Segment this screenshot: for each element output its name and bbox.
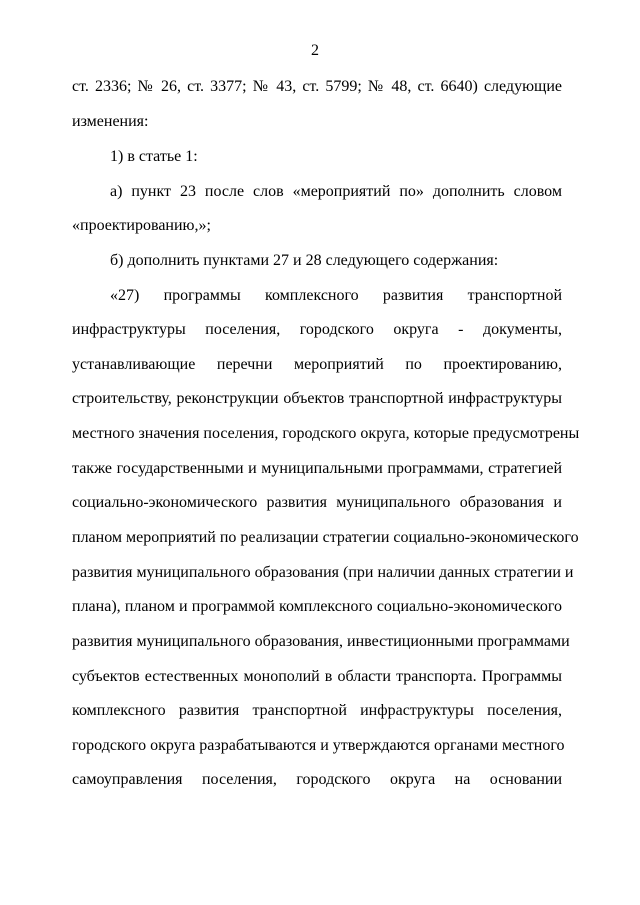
text-line-7: «27) программы комплексного развития транспортной [110, 287, 562, 304]
text-line-10: строительству, реконструкции объектов транспортной инфраструктуры [72, 390, 562, 407]
text-line-3: 1) в статье 1: [110, 148, 198, 165]
text-line-11: местного значения поселения, городского округа, которые предусмотрены [72, 425, 580, 442]
text-line-19: комплексного развития транспортной инфраструктуры поселения, [72, 702, 562, 719]
text-line-6: б) дополнить пунктами 27 и 28 следующего содержания: [110, 252, 499, 269]
text-line-13: социально-экономического развития муниципального образования и [72, 494, 562, 511]
text-line-15: развития муниципального образования (при наличии данных стратегии и [72, 564, 574, 581]
text-line-12: также государственными и муниципальными программами, стратегией [72, 460, 562, 477]
text-line-17: развития муниципального образования, инвестиционными программами [72, 633, 570, 650]
text-line-21: самоуправления поселения, городского округа на основании [72, 771, 562, 788]
text-line-8: инфраструктуры поселения, городского округа - документы, [72, 321, 562, 338]
text-line-1: ст. 2336; № 26, ст. 3377; № 43, ст. 5799; № 48, ст. 6640) следующие [72, 78, 562, 95]
text-line-14: планом мероприятий по реализации стратегии социально-экономического [72, 529, 579, 546]
text-line-16: плана), планом и программой комплексного социально-экономического [72, 598, 562, 615]
text-line-2: изменения: [72, 113, 149, 130]
text-line-9: устанавливающие перечни мероприятий по проектированию, [72, 356, 562, 373]
text-line-4: а) пункт 23 после слов «мероприятий по» дополнить словом [110, 183, 562, 200]
text-line-18: субъектов естественных монополий в области транспорта. Программы [72, 668, 562, 685]
page-number: 2 [311, 42, 319, 59]
text-line-5: «проектированию,»; [72, 217, 211, 234]
text-line-20: городского округа разрабатываются и утверждаются органами местного [72, 737, 565, 754]
